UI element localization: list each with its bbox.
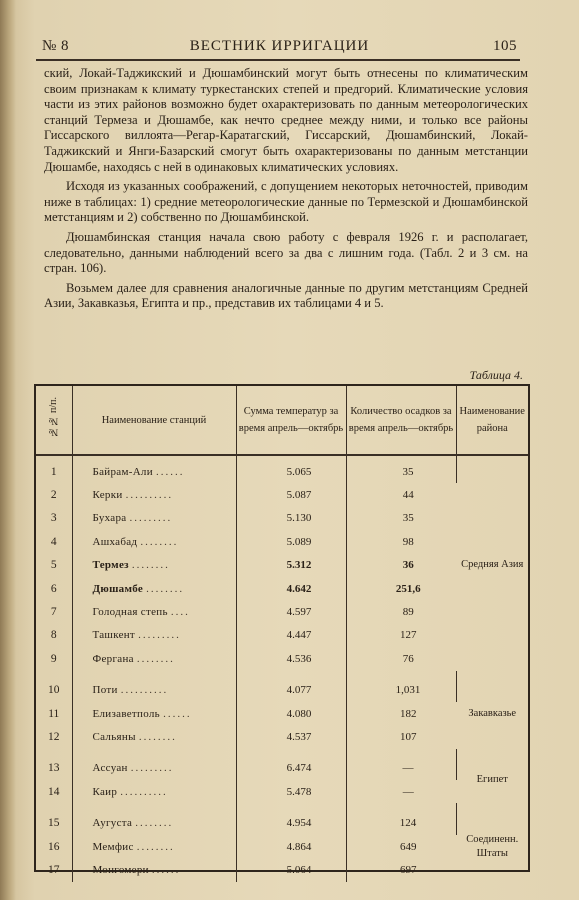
region-name: Средняя Азия xyxy=(461,559,524,571)
row-number: 2 xyxy=(36,483,72,506)
station-name: Керки xyxy=(92,489,123,502)
leader-dots: ...... xyxy=(155,465,185,478)
leader-dots: ........ xyxy=(135,817,174,830)
station-name: Ашхабад xyxy=(92,535,138,548)
station-name-cell xyxy=(72,554,236,577)
precipitation: 649 xyxy=(400,840,417,853)
temperature-sum: 4.077 xyxy=(236,679,346,702)
table-row xyxy=(36,600,528,623)
station-name-cell xyxy=(72,600,236,623)
stations-table xyxy=(36,386,528,882)
row-number: 10 xyxy=(36,679,72,702)
journal-title: ВЕСТНИК ИРРИГАЦИИ xyxy=(189,38,370,54)
leader-dots: ........ xyxy=(138,730,177,743)
temperature-sum: 4.080 xyxy=(236,702,346,725)
precipitation: 36 xyxy=(402,559,414,572)
leader-dots: ...... xyxy=(163,707,192,720)
station-name-cell xyxy=(72,455,236,483)
row-number: 14 xyxy=(36,780,72,803)
precipitation: 44 xyxy=(402,489,414,502)
table-row xyxy=(36,702,528,725)
col-header-region: Наименование района xyxy=(456,386,528,455)
leader-dots: .......... xyxy=(125,489,174,502)
temperature-sum: 4.447 xyxy=(236,624,346,647)
row-number: 15 xyxy=(36,811,72,834)
region-name: Соединенн. Штаты xyxy=(466,833,519,859)
temperature-sum: 4.642 xyxy=(236,577,346,600)
station-name: Термез xyxy=(92,559,129,572)
station-name: Дюшамбе xyxy=(92,582,144,595)
group-spacer xyxy=(36,803,528,811)
leader-dots: .......... xyxy=(120,785,168,798)
station-name-cell xyxy=(72,780,236,803)
precipitation: 182 xyxy=(400,707,417,720)
leader-dots: ......... xyxy=(129,512,173,525)
article-text xyxy=(44,66,528,316)
station-name-cell xyxy=(72,647,236,670)
table-row xyxy=(36,780,528,803)
temperature-sum: 4.954 xyxy=(236,811,346,834)
table-row xyxy=(36,757,528,780)
col-header-num: №№ п/п. xyxy=(36,386,72,455)
table-header-row xyxy=(36,386,528,455)
station-name-cell xyxy=(72,757,236,780)
precipitation: 89 xyxy=(402,606,414,619)
station-name: Мемфис xyxy=(92,840,134,853)
precipitation: 35 xyxy=(346,455,456,483)
precipitation: 251,6 xyxy=(395,582,421,595)
precipitation: 124 xyxy=(346,811,456,834)
leader-dots: .... xyxy=(170,606,190,619)
row-number: 12 xyxy=(36,725,72,748)
station-name: Монгомери xyxy=(92,863,149,876)
col-header-name: Наименование станций xyxy=(72,386,236,455)
table-row xyxy=(36,530,528,553)
leader-dots: ...... xyxy=(151,863,181,876)
row-number: 4 xyxy=(36,530,72,553)
leader-dots: ........ xyxy=(136,840,175,853)
station-name-cell xyxy=(72,483,236,506)
precipitation: — xyxy=(346,757,456,780)
temperature-sum: 4.597 xyxy=(236,600,346,623)
station-name: Бухара xyxy=(92,512,127,525)
station-name-cell xyxy=(72,624,236,647)
precipitation: 107 xyxy=(400,730,417,743)
temperature-sum: 5.312 xyxy=(236,554,346,577)
table-row xyxy=(36,483,528,506)
temperature-sum: 4.536 xyxy=(236,647,346,670)
precipitation: 697 xyxy=(400,863,417,876)
region-name: Египет xyxy=(476,774,508,786)
temperature-sum: 5.064 xyxy=(236,858,346,881)
table-row xyxy=(36,507,528,530)
station-name: Ассуан xyxy=(92,762,128,775)
leader-dots: .......... xyxy=(120,684,169,697)
precipitation: 127 xyxy=(400,629,417,642)
station-name: Байрам-Али xyxy=(92,465,153,478)
table-row xyxy=(36,835,528,858)
station-name-cell xyxy=(72,835,236,858)
temperature-sum: 5.089 xyxy=(236,530,346,553)
station-name-cell xyxy=(72,530,236,553)
paragraph-2: Исходя из указанных соображений, с допущением некоторых неточностей, приводим ниже в таблицах: 1) средние метеорологические данные по Термезской и Дюшамбинской метстанциям и 2) собственно по Дюшамбинской. xyxy=(44,179,528,225)
region-name: Закавказье xyxy=(468,707,517,719)
row-number: 3 xyxy=(36,507,72,530)
leader-dots: ......... xyxy=(138,629,181,642)
station-name-cell xyxy=(72,679,236,702)
col-header-precip: Количество осадков за время апрель—октябрь xyxy=(346,386,456,455)
header-rule xyxy=(36,59,520,61)
station-name: Елизаветполь xyxy=(92,707,160,720)
station-name-cell xyxy=(72,507,236,530)
leader-dots: ........ xyxy=(146,582,185,595)
precipitation: 35 xyxy=(402,512,414,525)
leader-dots: ......... xyxy=(130,762,174,775)
row-number: 1 xyxy=(36,455,72,483)
table-row xyxy=(36,624,528,647)
temperature-sum: 4.864 xyxy=(236,835,346,858)
row-number: 13 xyxy=(36,757,72,780)
row-number: 6 xyxy=(36,577,72,600)
leader-dots: ........ xyxy=(131,559,170,572)
paragraph-4: Возьмем далее для сравнения аналогичные данные по другим метстанциям Средней Азии, Закавказья, Египта и пр., представив их таблицами 4 и 5. xyxy=(44,280,528,311)
table-row xyxy=(36,455,528,483)
row-number: 11 xyxy=(36,702,72,725)
col-header-temp: Сумма температур за время апрель—октябрь xyxy=(236,386,346,455)
station-name-cell xyxy=(72,858,236,881)
station-name: Фергана xyxy=(92,652,134,665)
station-name: Сальяны xyxy=(92,730,136,743)
row-number: 8 xyxy=(36,624,72,647)
temperature-sum: 5.130 xyxy=(236,507,346,530)
group-spacer xyxy=(36,671,528,679)
table-caption: Таблица 4. xyxy=(469,368,523,382)
temperature-sum: 5.087 xyxy=(236,483,346,506)
book-spine-shadow xyxy=(0,0,16,900)
temperature-sum: 5.065 xyxy=(236,455,346,483)
table-row xyxy=(36,647,528,670)
station-name: Голодная степь xyxy=(92,606,168,619)
temperature-sum: 5.478 xyxy=(236,780,346,803)
data-table xyxy=(34,384,530,876)
station-name-cell xyxy=(72,577,236,600)
station-name: Аугуста xyxy=(92,817,133,830)
paragraph-3: Дюшамбинская станция начала свою работу с февраля 1926 г. и располагает, следовательно, данными наблюдений всего за два с лишним года. (Табл. 2 и 3 см. на стран. 106). xyxy=(44,229,528,276)
row-number: 7 xyxy=(36,600,72,623)
station-name-cell xyxy=(72,811,236,834)
table-row xyxy=(36,679,528,702)
leader-dots: ........ xyxy=(140,535,179,548)
row-number: 17 xyxy=(36,858,72,881)
row-number: 9 xyxy=(36,647,72,670)
precipitation: 98 xyxy=(402,535,414,548)
row-number: 5 xyxy=(36,554,72,577)
table-row xyxy=(36,554,528,577)
table-row xyxy=(36,725,528,748)
temperature-sum: 4.537 xyxy=(236,725,346,748)
precipitation: — xyxy=(402,785,414,798)
table-row xyxy=(36,858,528,881)
issue-number: № 8 xyxy=(42,38,70,54)
station-name: Ташкент xyxy=(92,629,136,642)
leader-dots: ........ xyxy=(136,652,175,665)
running-header xyxy=(42,38,517,60)
station-name-cell xyxy=(72,702,236,725)
table-row xyxy=(36,811,528,834)
row-number: 16 xyxy=(36,835,72,858)
station-name: Поти xyxy=(92,684,118,697)
temperature-sum: 6.474 xyxy=(236,757,346,780)
station-name: Каир xyxy=(92,785,118,798)
page-number: 105 xyxy=(493,38,517,54)
paragraph-1: ский, Локай-Таджикский и Дюшамбинский могут быть отнесены по климатическим своим признакам к климату туркестанских степей и предгорий. Климатические условия части из этих районов возможно будет охарактеризовать по данным метеорологических станций Термеза и Дюшамбе, как нечто среднее между ними, и только все районы Гиссарского виллоята—Регар-Каратагский, Гиссарский, Дюшамбинский, Локай-Таджикский и Янги-Базарский смогут быть охарактеризованы по данным метстанции Дюшамбе, находясь с ней в одинаковых климатических условиях. xyxy=(44,66,528,174)
table-row xyxy=(36,577,528,600)
precipitation: 1,031 xyxy=(346,679,456,702)
precipitation: 76 xyxy=(402,652,414,665)
group-spacer xyxy=(36,749,528,757)
station-name-cell xyxy=(72,725,236,748)
